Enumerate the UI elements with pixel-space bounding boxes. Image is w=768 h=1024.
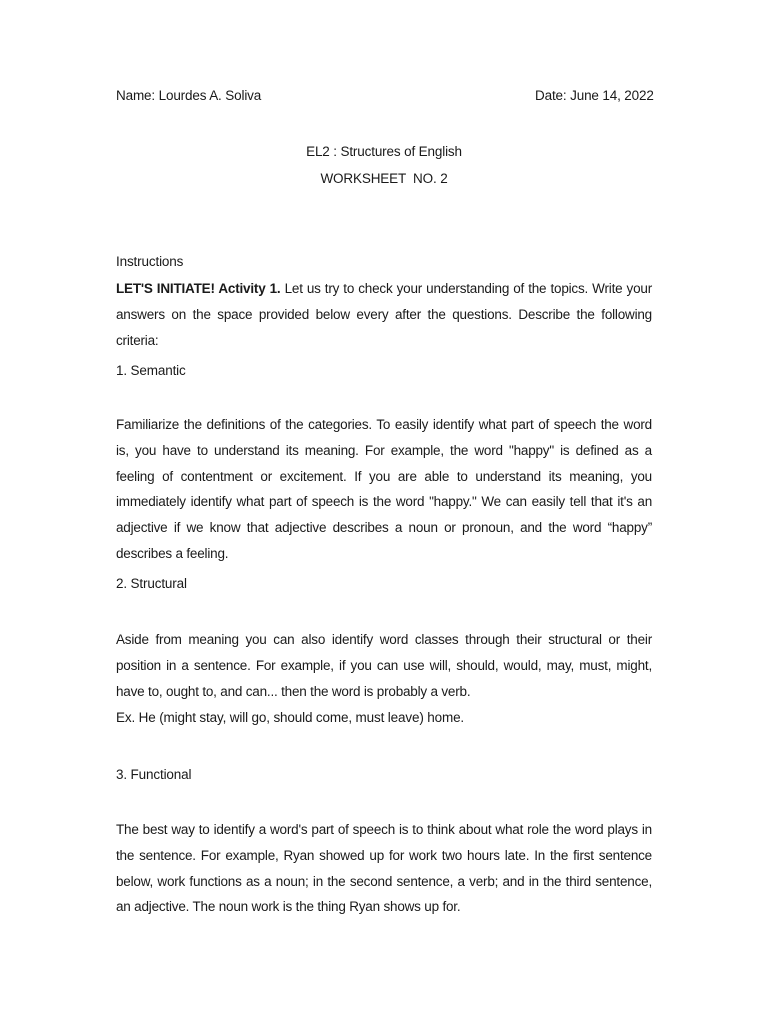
activity-label: LET'S INITIATE! Activity 1. <box>116 281 281 296</box>
worksheet-date: Date: June 14, 2022 <box>535 88 654 103</box>
instructions-paragraph <box>116 276 652 353</box>
section-heading-structural: 2. Structural <box>116 576 187 591</box>
section-body-structural: Aside from meaning you can also identify word classes through their structural or their position in a sentence. For example, if you can use will, should, would, may, must, might, have to, ought to, and can... then the word is probably a verb. <box>116 632 652 699</box>
section-body-semantic: Familiarize the definitions of the categories. To easily identify what part of speech the word is, you have to understand its meaning. For example, the word "happy" is defined as a feeling of contentment or excitement. If you are able to understand its meaning, you immediately identify what part of speech is the word "happy." We can easily tell that it's an adjective if we know that adjective describes a noun or pronoun, and the word “happy” describes a feeling. <box>116 417 652 561</box>
section-example-structural: Ex. He (might stay, will go, should come, must leave) home. <box>116 710 465 725</box>
instructions-text: Let us try to check your understanding of the topics. Write your answers on the space provided below every after the questions. Describe the following criteria: <box>116 281 652 348</box>
worksheet-title: WORKSHEET NO. 2 <box>320 171 448 186</box>
section-body-functional: The best way to identify a word's part of speech is to think about what role the word plays in the sentence. For example, Ryan showed up for work two hours late. In the first sentence below, work functions as a noun; in the second sentence, a verb; and in the third sentence, an adjective. The noun work is the thing Ryan shows up for. <box>116 822 652 915</box>
course-title: EL2 : Structures of English <box>306 144 462 159</box>
section-heading-functional: 3. Functional <box>116 767 192 782</box>
student-name: Name: Lourdes A. Soliva <box>116 88 262 103</box>
section-heading-semantic: 1. Semantic <box>116 363 186 378</box>
instructions-heading: Instructions <box>116 254 184 269</box>
